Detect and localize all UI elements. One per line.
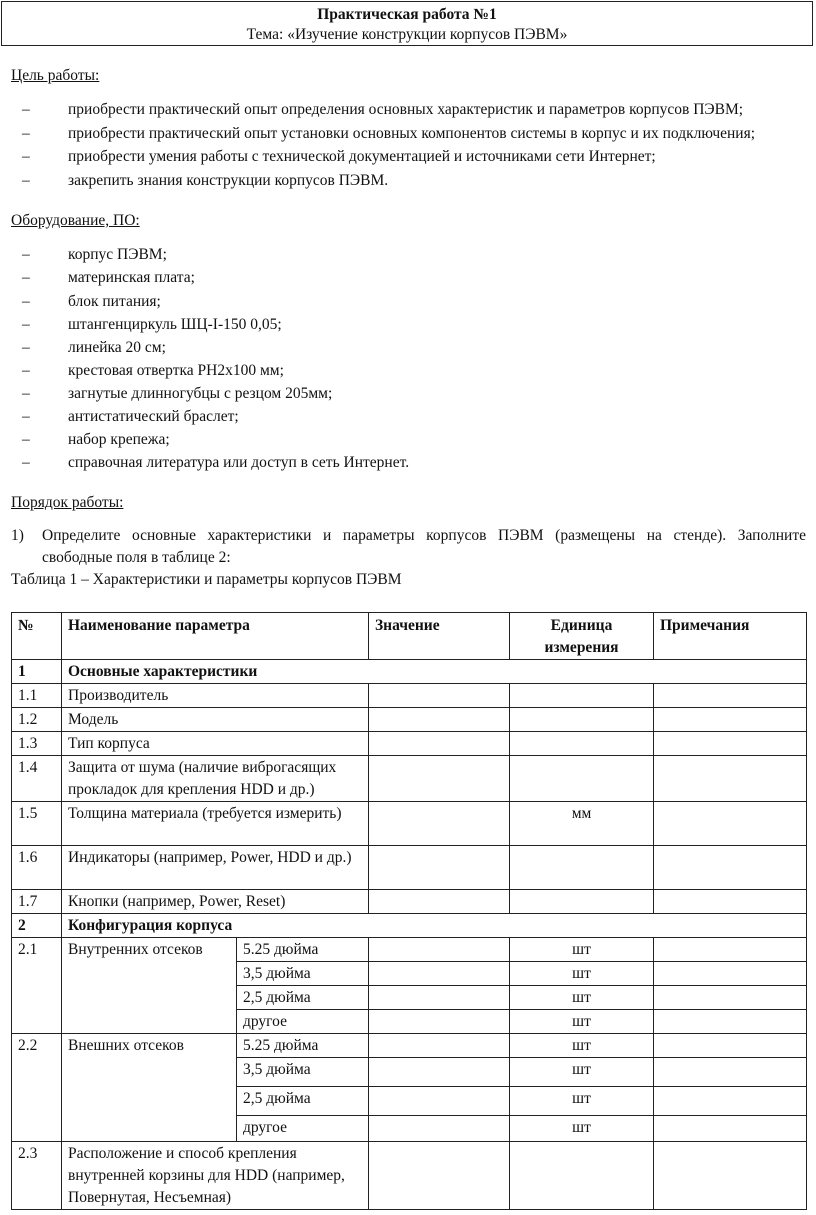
row-num: 1.3 <box>12 732 62 756</box>
table-row <box>12 708 807 732</box>
value-cell[interactable] <box>369 1087 510 1116</box>
value-cell[interactable] <box>369 986 510 1010</box>
goal-item: закрепить знания конструкции корпусов ПЭВМ. <box>68 172 389 189</box>
list-dash: – <box>22 408 30 425</box>
table-row <box>12 660 807 684</box>
unit-cell <box>510 1142 654 1210</box>
equipment-item: антистатический браслет; <box>68 408 239 425</box>
header-notes: Примечания <box>654 613 807 660</box>
step-number: 1) <box>11 527 24 544</box>
table-row <box>12 802 807 846</box>
equipment-item: блок питания; <box>68 293 161 310</box>
notes-cell[interactable] <box>654 846 807 890</box>
unit-cell: шт <box>510 1058 654 1087</box>
unit-cell <box>510 708 654 732</box>
equipment-item: линейка 20 см; <box>68 339 166 356</box>
list-dash: – <box>22 362 30 379</box>
row-name: Индикаторы (например, Power, HDD и др.) <box>62 846 369 890</box>
row-name: Модель <box>62 708 369 732</box>
value-cell[interactable] <box>369 938 510 962</box>
notes-cell[interactable] <box>654 938 807 962</box>
row-name: Конфигурация корпуса <box>62 914 807 938</box>
document-title: Практическая работа №1 <box>317 6 497 23</box>
notes-cell[interactable] <box>654 1034 807 1058</box>
unit-cell: мм <box>510 802 654 846</box>
value-cell[interactable] <box>369 684 510 708</box>
step-text-line1: Определите основные характеристики и параметры корпусов ПЭВМ (размещены на стенде). Заполните <box>42 527 806 544</box>
row-num: 1.7 <box>12 890 62 914</box>
row-name: Производитель <box>62 684 369 708</box>
row-name: Тип корпуса <box>62 732 369 756</box>
equipment-heading: Оборудование, ПО: <box>11 212 140 229</box>
notes-cell[interactable] <box>654 756 807 802</box>
equipment-item: крестовая отвертка PH2x100 мм; <box>68 362 284 379</box>
row-name: Толщина материала (требуется измерить) <box>62 802 369 846</box>
header-unit-line1: Единица <box>550 617 613 634</box>
value-cell[interactable] <box>369 890 510 914</box>
row-name: Защита от шума (наличие виброгасящих прокладок для крепления HDD и др.) <box>62 756 369 802</box>
notes-cell[interactable] <box>654 802 807 846</box>
unit-cell: шт <box>510 1010 654 1034</box>
goal-heading: Цель работы: <box>11 67 100 84</box>
sub-param: 5.25 дюйма <box>237 938 369 962</box>
sub-param: 3,5 дюйма <box>237 962 369 986</box>
notes-cell[interactable] <box>654 1087 807 1116</box>
unit-cell <box>510 890 654 914</box>
sub-param: 2,5 дюйма <box>237 986 369 1010</box>
table-row <box>12 1034 807 1058</box>
header-num: № <box>12 613 62 660</box>
sub-param: 5.25 дюйма <box>237 1034 369 1058</box>
sub-param: 2,5 дюйма <box>237 1087 369 1116</box>
table-row <box>12 846 807 890</box>
list-dash: – <box>22 293 30 310</box>
row-name: Расположение и способ крепления внутренней корзины для HDD (например, Повернутая, Несъемная) <box>62 1142 369 1210</box>
list-dash: – <box>22 246 30 263</box>
table-row <box>12 914 807 938</box>
goal-item: приобрести практический опыт установки основных компонентов системы в корпус и их подключения; <box>68 125 756 142</box>
list-dash: – <box>22 385 30 402</box>
notes-cell[interactable] <box>654 986 807 1010</box>
unit-cell: шт <box>510 986 654 1010</box>
unit-cell: шт <box>510 1087 654 1116</box>
row-num: 1.2 <box>12 708 62 732</box>
notes-cell[interactable] <box>654 1058 807 1087</box>
document-header <box>1 1 813 46</box>
row-name: Внутренних отсеков <box>62 938 237 1034</box>
value-cell[interactable] <box>369 1116 510 1142</box>
header-value: Значение <box>369 613 510 660</box>
value-cell[interactable] <box>369 846 510 890</box>
table-row <box>12 756 807 802</box>
equipment-item: набор крепежа; <box>68 431 170 448</box>
unit-cell: шт <box>510 938 654 962</box>
sub-param: другое <box>237 1116 369 1142</box>
unit-cell: шт <box>510 1116 654 1142</box>
row-num: 2.3 <box>12 1142 62 1210</box>
table-row <box>12 938 807 962</box>
row-name: Кнопки (например, Power, Reset) <box>62 890 369 914</box>
list-dash: – <box>22 269 30 286</box>
table-caption: Таблица 1 – Характеристики и параметры корпусов ПЭВМ <box>11 571 402 588</box>
value-cell[interactable] <box>369 1034 510 1058</box>
list-dash: – <box>22 431 30 448</box>
row-num: 1.5 <box>12 802 62 846</box>
notes-cell[interactable] <box>654 1010 807 1034</box>
value-cell[interactable] <box>369 708 510 732</box>
row-num: 2.1 <box>12 938 62 1034</box>
table-row <box>12 732 807 756</box>
notes-cell[interactable] <box>654 1142 807 1210</box>
value-cell[interactable] <box>369 1010 510 1034</box>
row-num: 1.1 <box>12 684 62 708</box>
procedure-heading: Порядок работы: <box>11 494 124 511</box>
document-subtitle: Тема: «Изучение конструкции корпусов ПЭВМ» <box>246 26 568 43</box>
parameters-table <box>11 612 807 1210</box>
header-name: Наименование параметра <box>62 613 369 660</box>
list-dash: – <box>22 454 30 471</box>
unit-cell <box>510 756 654 802</box>
unit-cell <box>510 684 654 708</box>
table-row <box>12 1142 807 1210</box>
value-cell[interactable] <box>369 962 510 986</box>
step-text-line2: свободные поля в таблице 2: <box>42 549 231 566</box>
header-unit-line2: измерения <box>544 639 619 656</box>
value-cell[interactable] <box>369 1142 510 1210</box>
equipment-item: загнутые длинногубцы с резцом 205мм; <box>68 385 333 402</box>
unit-cell <box>510 732 654 756</box>
value-cell[interactable] <box>369 1058 510 1087</box>
row-num: 2 <box>12 914 62 938</box>
equipment-item: корпус ПЭВМ; <box>68 246 167 263</box>
notes-cell[interactable] <box>654 1116 807 1142</box>
equipment-item: материнская плата; <box>68 269 195 286</box>
value-cell[interactable] <box>369 732 510 756</box>
list-dash: – <box>22 339 30 356</box>
notes-cell[interactable] <box>654 684 807 708</box>
unit-cell <box>510 846 654 890</box>
notes-cell[interactable] <box>654 732 807 756</box>
row-num: 1 <box>12 660 62 684</box>
table-row <box>12 684 807 708</box>
row-num: 1.4 <box>12 756 62 802</box>
goal-item: приобрести умения работы с технической документацией и источниками сети Интернет; <box>68 148 656 165</box>
value-cell[interactable] <box>369 802 510 846</box>
list-dash: – <box>22 172 30 189</box>
list-dash: – <box>22 316 30 333</box>
unit-cell: шт <box>510 962 654 986</box>
notes-cell[interactable] <box>654 962 807 986</box>
list-dash: – <box>22 148 30 165</box>
header-unit <box>510 613 654 660</box>
row-name: Внешних отсеков <box>62 1034 237 1142</box>
row-name: Основные характеристики <box>62 660 807 684</box>
list-dash: – <box>22 101 30 118</box>
sub-param: 3,5 дюйма <box>237 1058 369 1087</box>
equipment-item: справочная литература или доступ в сеть Интернет. <box>68 454 410 471</box>
notes-cell[interactable] <box>654 890 807 914</box>
sub-param: другое <box>237 1010 369 1034</box>
value-cell[interactable] <box>369 756 510 802</box>
equipment-item: штангенциркуль ШЦ-I-150 0,05; <box>68 316 282 333</box>
notes-cell[interactable] <box>654 708 807 732</box>
row-num: 1.6 <box>12 846 62 890</box>
list-dash: – <box>22 125 30 142</box>
row-num: 2.2 <box>12 1034 62 1142</box>
goal-item: приобрести практический опыт определения основных характеристик и параметров корпусов ПЭВМ; <box>68 101 744 118</box>
table-row <box>12 890 807 914</box>
table-header-row <box>12 613 807 660</box>
unit-cell: шт <box>510 1034 654 1058</box>
